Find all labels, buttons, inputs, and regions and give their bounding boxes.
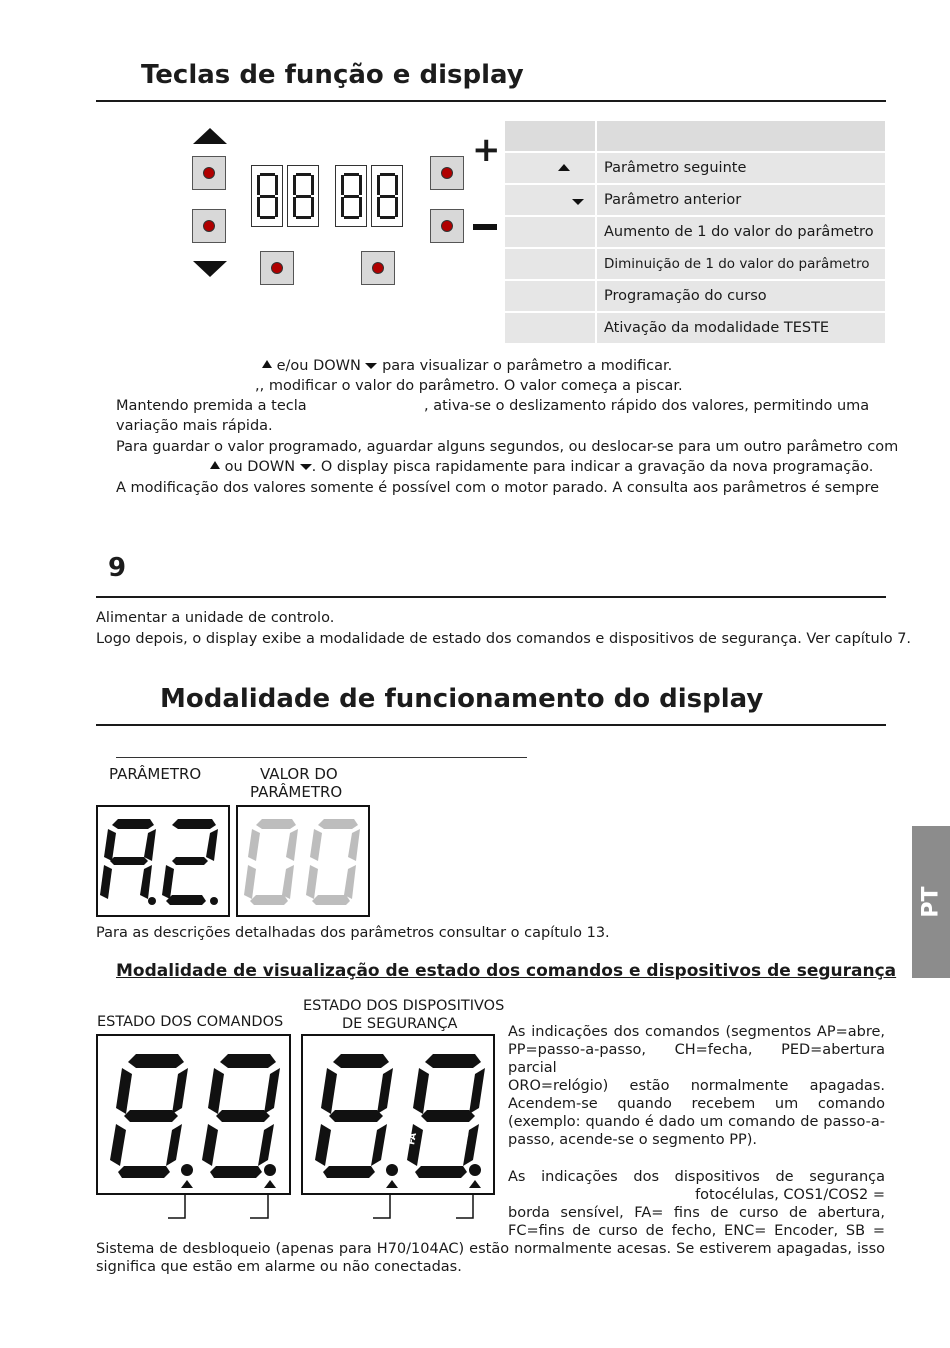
up-key-icon xyxy=(558,164,570,171)
power-up-line-1: Alimentar a unidade de controlo. xyxy=(96,610,335,626)
test-button[interactable] xyxy=(361,251,395,285)
sub-rule xyxy=(116,757,527,758)
plus-button[interactable] xyxy=(430,156,464,190)
instruction-line-3a: Mantendo premida a tecla xyxy=(116,398,307,414)
minus-button[interactable] xyxy=(430,209,464,243)
instruction-line-7: A modificação dos valores somente é possível com o motor parado. A consulta aos parâmetros é sempre xyxy=(116,480,880,496)
segment-label-fa: FA xyxy=(407,1132,420,1146)
value-display xyxy=(236,805,370,917)
table-row: Aumento de 1 do valor do parâmetro xyxy=(505,217,885,247)
up-key-icon xyxy=(210,461,220,469)
display-digit-3 xyxy=(335,165,367,227)
table-row xyxy=(505,121,885,151)
instruction-line-2: ,, modificar o valor do parâmetro. O valor começa a piscar. xyxy=(255,378,683,394)
table-row: Diminuição de 1 do valor do parâmetro xyxy=(505,249,885,279)
safety-description-tail: Sistema de desbloqueio (apenas para H70/104AC) estão normalmente acesas. Se estiverem apagadas, isso significa que estão em alarme ou não conectadas. xyxy=(96,1241,885,1275)
safety-description: As indicações dos dispositivos de segurança fotocélulas, COS1/COS2 = borda sensível, FA= fins de curso de abertura, FC=fins de curso de fecho, ENC= Encoder, SB = xyxy=(508,1169,885,1239)
instruction-line-5: Para guardar o valor programado, aguardar alguns segundos, ou deslocar-se para um outro parâmetro com xyxy=(116,439,899,455)
title-rule xyxy=(96,724,886,726)
down-key-icon xyxy=(572,199,584,205)
up-arrow-icon xyxy=(193,128,227,144)
title-rule xyxy=(96,100,886,102)
prog-button[interactable] xyxy=(260,251,294,285)
section-number: 9 xyxy=(108,553,127,583)
up-button[interactable] xyxy=(192,156,226,190)
commands-status-display xyxy=(96,1034,291,1195)
segment-label-fc: FC xyxy=(459,1131,472,1147)
language-tab: PT xyxy=(912,826,950,978)
down-arrow-icon xyxy=(193,261,227,277)
table-row: Programação do curso xyxy=(505,281,885,311)
down-button[interactable] xyxy=(192,209,226,243)
commands-description: As indicações dos comandos (segmentos AP=abre, PP=passo-a-passo, CH=fecha, PED=abertura parcial ORO=relógio) estão normalmente apagadas. Acendem-se quando recebem um comando (exemplo: quando é dado um comando de passo-a- passo, acende-se o segmento PP). xyxy=(508,1024,885,1148)
title-rule xyxy=(96,596,886,598)
instruction-line-1: e/ou DOWN para visualizar o parâmetro a modificar. xyxy=(262,356,672,376)
display-00-graphic xyxy=(238,807,368,915)
display-digit-4 xyxy=(371,165,403,227)
label-parameter: PARÂMETRO xyxy=(109,765,202,783)
pointer-lines xyxy=(160,1193,490,1223)
display-a2-graphic xyxy=(98,807,228,915)
commands-segments-graphic xyxy=(98,1036,289,1193)
power-up-line-2: Logo depois, o display exibe a modalidade de estado dos comandos e dispositivos de segurança. Ver capítulo 7. xyxy=(96,631,912,647)
down-key-icon xyxy=(300,464,312,470)
safety-devices-status-display xyxy=(301,1034,495,1195)
table-row: Parâmetro seguinte xyxy=(505,153,885,183)
section-title-display-mode: Modalidade de funcionamento do display xyxy=(160,684,764,714)
display-digit-2 xyxy=(287,165,319,227)
display-digit-1 xyxy=(251,165,283,227)
table-row: Ativação da modalidade TESTE xyxy=(505,313,885,343)
label-devices-line2: DE SEGURANÇA xyxy=(342,1016,458,1032)
instruction-line-3b: , ativa-se o deslizamento rápido dos valores, permitindo uma xyxy=(424,398,870,414)
parameter-display xyxy=(96,805,230,917)
instruction-line-6: ou DOWN . O display pisca rapidamente para indicar a gravação da nova programação. xyxy=(210,457,873,477)
minus-icon xyxy=(473,224,497,230)
instruction-line-4: variação mais rápida. xyxy=(116,418,273,434)
function-key-table xyxy=(505,121,885,345)
safety-segments-graphic xyxy=(303,1036,493,1193)
label-commands: ESTADO DOS COMANDOS xyxy=(97,1014,284,1030)
up-key-icon xyxy=(262,360,272,368)
label-value-line1: VALOR DO xyxy=(260,765,338,783)
parameter-note: Para as descrições detalhadas dos parâmetros consultar o capítulo 13. xyxy=(96,925,610,941)
subsection-title-status-mode: Modalidade de visualização de estado dos comandos e dispositivos de segurança xyxy=(116,961,897,981)
section-title-function-keys: Teclas de função e display xyxy=(141,60,524,90)
label-value-line2: PARÂMETRO xyxy=(250,783,343,801)
label-devices-line1: ESTADO DOS DISPOSITIVOS xyxy=(303,998,505,1014)
plus-icon: + xyxy=(472,130,501,170)
table-row: Parâmetro anterior xyxy=(505,185,885,215)
down-key-icon xyxy=(365,363,377,369)
